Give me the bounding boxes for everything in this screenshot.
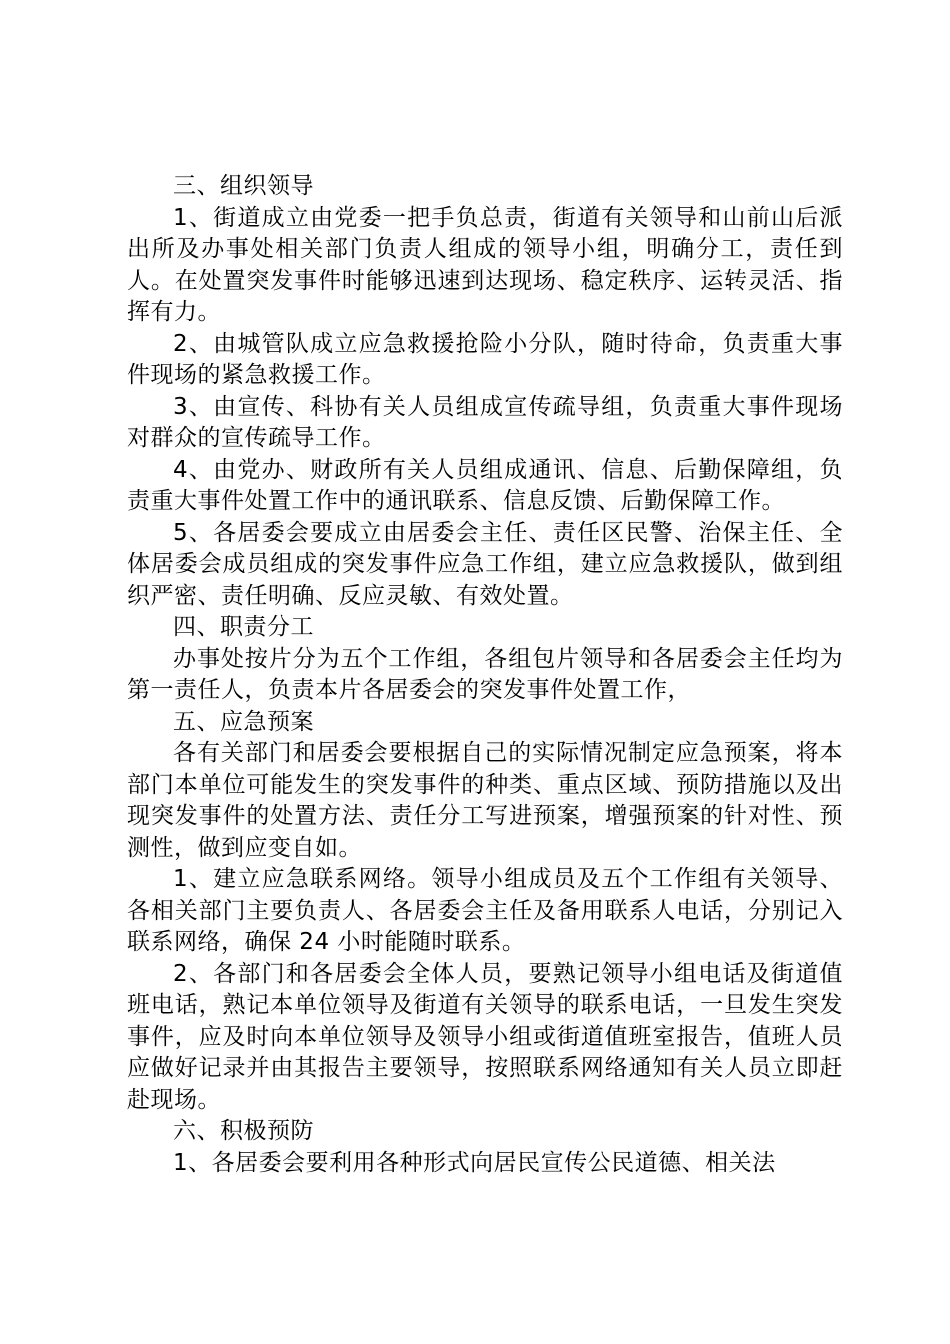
section-heading-emergency-plan: 五、应急预案: [173, 708, 314, 735]
paragraph: 2、各部门和各居委会全体人员，要熟记领导小组电话及街道值班电话，熟记本单位领导及街道有关领导的联系电话，一旦发生突发事件，应及时向本单位领导及领导小组或街道值班室报告，值班人员应做好记录并由其报告主要领导，按照联系网络通知有关人员立即赶赴现场。: [127, 960, 843, 1113]
section-heading-responsibilities: 四、职责分工: [173, 614, 314, 640]
document-body: [127, 171, 843, 1179]
paragraph: 4、由党办、财政所有关人员组成通讯、信息、后勤保障组，负责重大事件处置工作中的通讯联系、信息反馈、后勤保障工作。: [127, 456, 843, 514]
paragraph: 1、建立应急联系网络。领导小组成员及五个工作组有关领导、各相关部门主要负责人、各居委会主任及备用联系人电话，分别记入联系网络，确保 24 小时能随时联系。: [127, 866, 843, 955]
section-heading-organization: 三、组织领导: [173, 173, 314, 199]
paragraph: 3、由宣传、科协有关人员组成宣传疏导组，负责重大事件现场对群众的宣传疏导工作。: [127, 393, 843, 451]
paragraph: 1、街道成立由党委一把手负总责，街道有关领导和山前山后派出所及办事处相关部门负责人组成的领导小组，明确分工，责任到人。在处置突发事件时能够迅速到达现场、稳定秩序、运转灵活、指挥有力。: [127, 204, 843, 325]
section-heading-prevention: 六、积极预防: [173, 1118, 314, 1144]
paragraph: 5、各居委会要成立由居委会主任、责任区民警、治保主任、全体居委会成员组成的突发事件应急工作组，建立应急救援队，做到组织严密、责任明确、反应灵敏、有效处置。: [127, 519, 843, 609]
paragraph: 各有关部门和居委会要根据自己的实际情况制定应急预案，将本部门本单位可能发生的突发事件的种类、重点区域、预防措施以及出现突发事件的处置方法、责任分工写进预案，增强预案的针对性、预测性，做到应变自如。: [127, 740, 843, 861]
paragraph: 2、由城管队成立应急救援抢险小分队，随时待命，负责重大事件现场的紧急救援工作。: [127, 330, 843, 388]
paragraph: 办事处按片分为五个工作组，各组包片领导和各居委会主任均为第一责任人，负责本片各居委会的突发事件处置工作，: [127, 645, 843, 703]
paragraph: 1、各居委会要利用各种形式向居民宣传公民道德、相关法: [173, 1149, 776, 1176]
